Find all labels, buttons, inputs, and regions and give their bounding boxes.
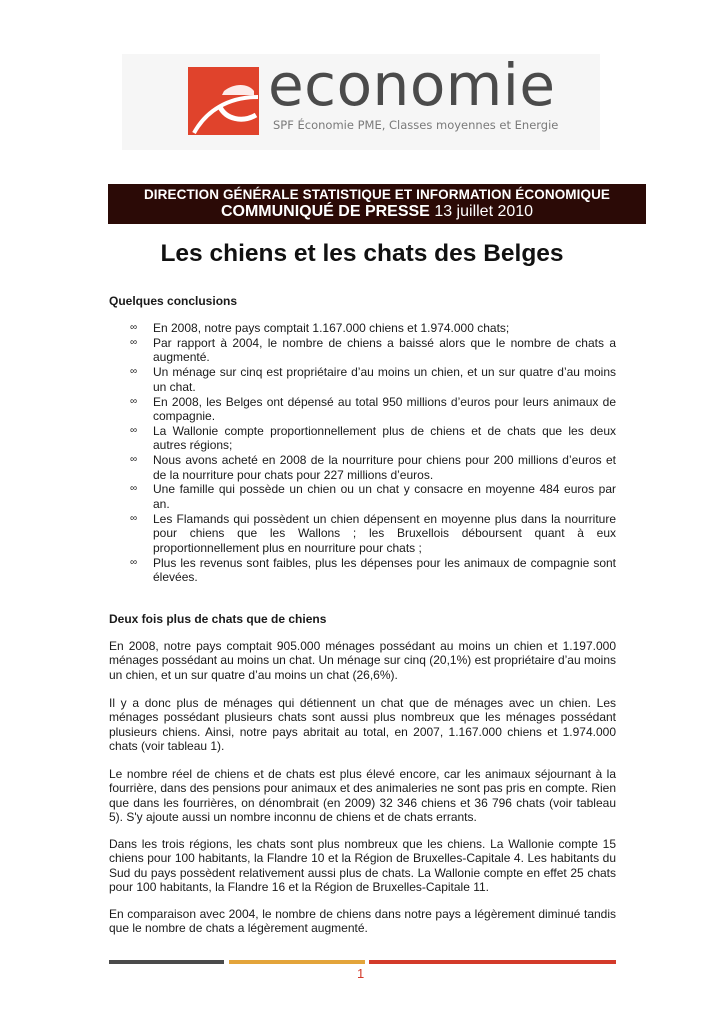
list-item: ∞ En 2008, les Belges ont dépensé au total 950 millions d’euros pour leurs animaux de compagnie. [130, 394, 616, 423]
page-number: 1 [357, 966, 365, 981]
bullet-icon: ∞ [130, 395, 138, 407]
economie-logo-icon [188, 67, 259, 135]
banner-label: COMMUNIQUÉ DE PRESSE [220, 203, 430, 220]
banner-directorate: DIRECTION GÉNÉRALE STATISTIQUE ET INFORMATION ÉCONOMIQUE [143, 187, 611, 202]
list-item: ∞ En 2008, notre pays comptait 1.167.000 chiens et 1.974.000 chats; [130, 321, 510, 335]
list-item: ∞ Nous avons acheté en 2008 de la nourriture pour chiens pour 200 millions d’euros et de la nourriture pour chats pour 227 millions d’euros. [130, 453, 616, 482]
footer-bar-gray [109, 960, 224, 964]
footer-bar-amber [229, 960, 365, 964]
bullet-icon: ∞ [130, 454, 138, 466]
paragraph: Il y a donc plus de ménages qui détiennent un chat que de ménages avec un chien. Les ménages possédant plusieurs chats sont aussi plus nombreux que les ménages possédant plusieurs chiens. Ainsi, notre pays abritait au total, en 2007, 1.167.000 chiens et 1.974.000 chats (voir tableau 1). [109, 696, 616, 754]
banner-date: 13 juillet 2010 [434, 203, 534, 220]
list-item: ∞ La Wallonie compte proportionnellement plus de chiens et de chats que les deux autres régions; [130, 423, 616, 453]
header-banner [108, 184, 646, 224]
banner-press-line [108, 203, 646, 221]
list-item: ∞ Plus les revenus sont faibles, plus les dépenses pour les animaux de compagnie sont élevées. [130, 555, 616, 584]
section-heading-cats-dogs: Deux fois plus de chats que de chiens [109, 612, 327, 626]
footer-bar-red [369, 960, 616, 964]
logo-wordmark: economie [268, 51, 556, 119]
logo-subtitle: SPF Économie PME, Classes moyennes et Energie [273, 118, 559, 132]
list-item: ∞ Par rapport à 2004, le nombre de chiens a baissé alors que le nombre de chats a augmenté. [130, 335, 616, 365]
bullet-icon: ∞ [130, 556, 138, 568]
paragraph: Le nombre réel de chiens et de chats est plus élevé encore, car les animaux séjournant à la fourrière, dans des pensions pour animaux et des animaleries ne sont pas pris en compte. Rien que dans les fourrières, on dénombrait (en 2009) 32 346 chiens et 36 796 chats (voir tableau 5). S'y ajoute aussi un nombre inconnu de chiens et de chats errants. [109, 767, 616, 825]
bullet-icon: ∞ [130, 424, 138, 436]
list-item: ∞ Une famille qui possède un chien ou un chat y consacre en moyenne 484 euros par an. [130, 482, 616, 511]
paragraph: En comparaison avec 2004, le nombre de chiens dans notre pays a légèrement diminué tandis que le nombre de chats a légèrement augmenté. [109, 907, 616, 936]
list-item: ∞ Les Flamands qui possèdent un chien dépensent en moyenne plus dans la nourriture pour chiens que les Wallons ; les Bruxellois déboursent quant à eux proportionnellement plus en nourriture pour chats ; [130, 511, 616, 555]
list-item: ∞ Un ménage sur cinq est propriétaire d’au moins un chien, et un sur quatre d’au moins un chat. [130, 365, 616, 394]
paragraph: Dans les trois régions, les chats sont plus nombreux que les chiens. La Wallonie compte 15 chiens pour 100 habitants, la Flandre 10 et la Région de Bruxelles-Capitale 4. Les habitants du Sud du pays possèdent relativement aussi plus de chats. La Wallonie compte en effet 25 chats pour 100 habitants, la Flandre 16 et la Région de Bruxelles-Capitale 11. [109, 837, 616, 895]
paragraph: En 2008, notre pays comptait 905.000 ménages possédant au moins un chien et 1.197.000 ménages possédant au moins un chat. Un ménage sur cinq (20,1%) est propriétaire d’au moins un chien, et un sur quatre d’au moins un chat (26,6%). [109, 639, 616, 682]
document-title: Les chiens et les chats des Belges [160, 240, 564, 267]
bullet-icon: ∞ [130, 336, 138, 348]
bullet-icon: ∞ [130, 483, 138, 495]
conclusions-list [130, 321, 616, 585]
section-heading-conclusions: Quelques conclusions [109, 294, 238, 308]
bullet-icon: ∞ [130, 512, 138, 524]
bullet-icon: ∞ [130, 322, 138, 333]
bullet-icon: ∞ [130, 366, 138, 378]
